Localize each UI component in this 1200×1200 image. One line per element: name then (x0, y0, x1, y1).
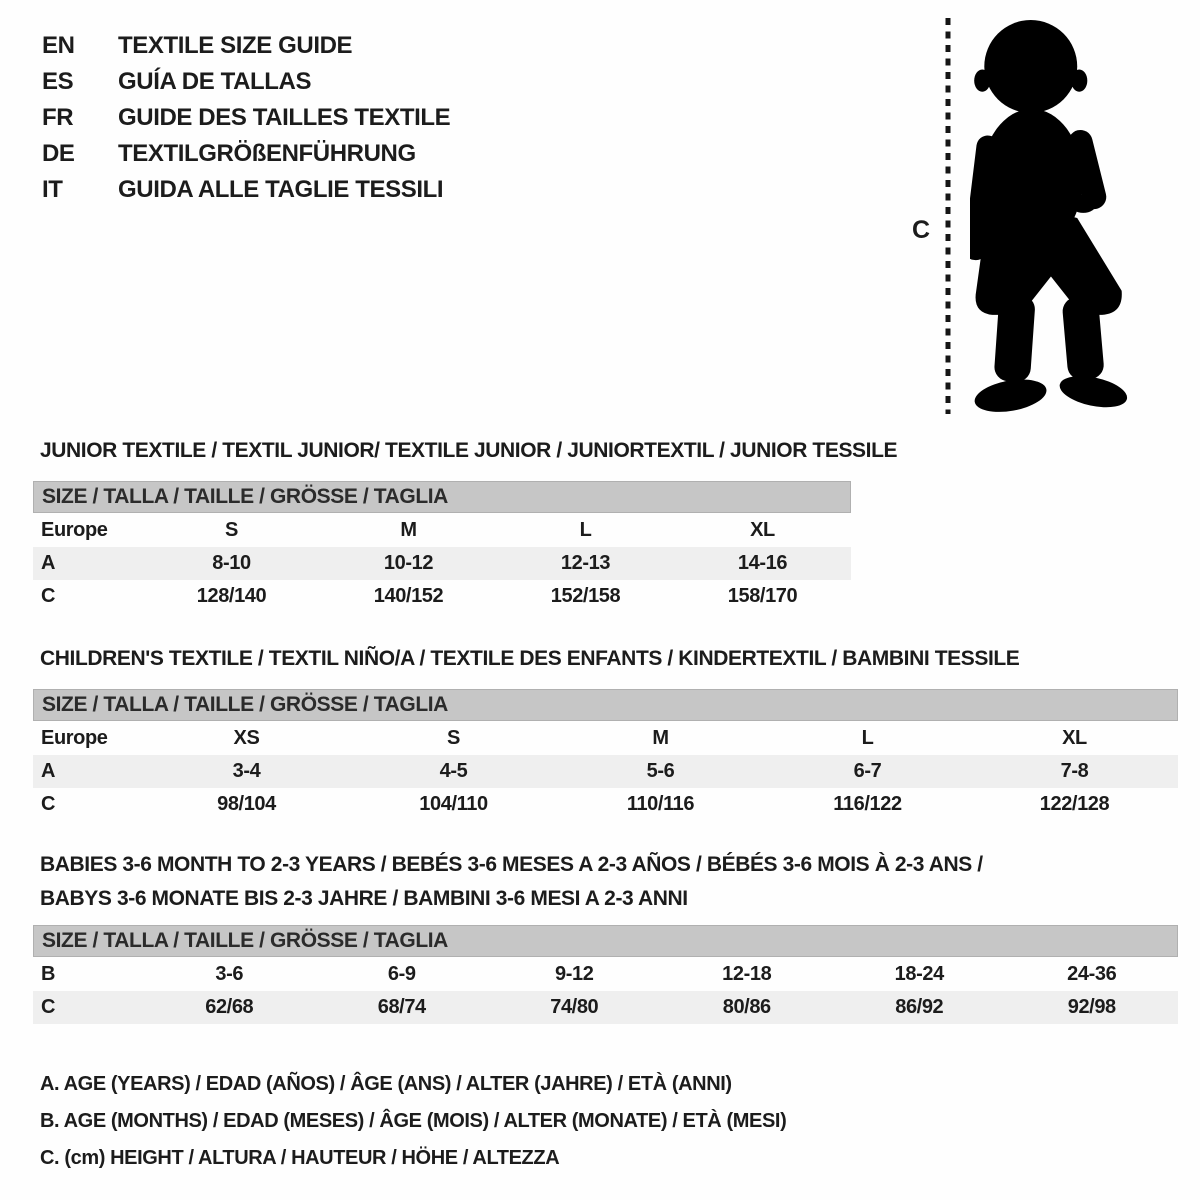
height-cell: 62/68 (143, 991, 316, 1024)
row-label: A (33, 755, 143, 788)
children-size-table (33, 722, 1178, 821)
section-title-babies-line1: BABIES 3-6 MONTH TO 2-3 YEARS / BEBÉS 3-6 MESES A 2-3 AÑOS / BÉBÉS 3-6 MOIS À 2-3 ANS / (40, 853, 983, 876)
size-cell: M (652, 727, 669, 749)
size-cell: L (579, 519, 592, 541)
language-row-es (42, 64, 450, 100)
language-row-it (42, 172, 450, 208)
guide-title-en: TEXTILE SIZE GUIDE (118, 32, 353, 59)
size-cell: M (400, 519, 417, 541)
age-cell: 12-13 (497, 547, 674, 580)
guide-title-it: GUIDA ALLE TAGLIE TESSILI (118, 176, 444, 203)
height-cell: 104/110 (419, 793, 488, 815)
guide-title-fr: GUIDE DES TAILLES TEXTILE (118, 104, 451, 131)
size-cell: XS (233, 727, 260, 749)
age-cell: 14-16 (674, 547, 851, 580)
age-cell: 4-5 (350, 755, 557, 788)
table-row-height (33, 991, 1178, 1024)
height-cell: 74/80 (488, 991, 661, 1024)
table-row-height (33, 580, 851, 613)
age-cell: 7-8 (971, 755, 1178, 788)
toddler-silhouette-icon (970, 16, 1142, 424)
age-cell: 6-7 (764, 755, 971, 788)
height-cell: 128/140 (196, 585, 267, 607)
size-cell: S (225, 519, 238, 541)
section-title-babies (40, 848, 983, 916)
guide-title-de: TEXTILGRÖßENFÜHRUNG (118, 140, 416, 167)
height-cell: 158/170 (727, 585, 798, 607)
size-header-bar-children: SIZE / TALLA / TAILLE / GRÖSSE / TAGLIA (33, 689, 1178, 721)
age-cell: 8-10 (143, 547, 320, 580)
height-cell: 68/74 (316, 991, 489, 1024)
height-cell: 110/116 (626, 793, 695, 815)
age-cell: 5-6 (557, 755, 764, 788)
months-cell: 9-12 (555, 963, 594, 985)
months-cell: 18-24 (894, 963, 944, 985)
language-row-fr (42, 100, 450, 136)
size-cell: L (861, 727, 874, 749)
size-cell: S (447, 727, 460, 749)
row-label: Europe (41, 519, 108, 541)
language-code: IT (42, 176, 63, 203)
size-cell: XL (750, 519, 775, 541)
section-title-children: CHILDREN'S TEXTILE / TEXTIL NIÑO/A / TEXTILE DES ENFANTS / KINDERTEXTIL / BAMBINI TESSILE (40, 647, 1020, 670)
language-row-en (42, 28, 450, 64)
section-title-junior: JUNIOR TEXTILE / TEXTIL JUNIOR/ TEXTILE JUNIOR / JUNIORTEXTIL / JUNIOR TESSILE (40, 439, 898, 462)
language-code: EN (42, 32, 75, 59)
legend-note-height: C. (cm) HEIGHT / ALTURA / HAUTEUR / HÖHE / ALTEZZA (40, 1147, 560, 1169)
months-cell: 3-6 (215, 963, 244, 985)
table-row-europe (33, 722, 1178, 755)
guide-title-es: GUÍA DE TALLAS (118, 68, 312, 95)
height-measure-dashed-line (942, 14, 954, 418)
height-measure-label: C (912, 216, 930, 244)
legend-note-age-months: B. AGE (MONTHS) / EDAD (MESES) / ÂGE (MOIS) / ALTER (MONATE) / ETÀ (MESI) (40, 1110, 787, 1132)
table-row-europe (33, 514, 851, 547)
height-cell: 116/122 (833, 793, 902, 815)
junior-size-table (33, 514, 851, 613)
row-label: C (33, 991, 143, 1024)
months-cell: 6-9 (387, 963, 416, 985)
height-cell: 98/104 (217, 793, 276, 815)
size-header-bar-babies: SIZE / TALLA / TAILLE / GRÖSSE / TAGLIA (33, 925, 1178, 957)
language-title-list (42, 28, 450, 208)
legend-note-age-years: A. AGE (YEARS) / EDAD (AÑOS) / ÂGE (ANS) / ALTER (JAHRE) / ETÀ (ANNI) (40, 1073, 732, 1095)
row-label: A (33, 547, 143, 580)
row-label: C (41, 793, 56, 815)
height-cell: 122/128 (1039, 793, 1110, 815)
row-label: C (41, 585, 56, 607)
language-row-de (42, 136, 450, 172)
height-cell: 92/98 (1006, 991, 1179, 1024)
table-row-height (33, 788, 1178, 821)
height-cell: 140/152 (373, 585, 444, 607)
table-row-months (33, 958, 1178, 991)
months-cell: 12-18 (722, 963, 772, 985)
size-cell: XL (1062, 727, 1087, 749)
months-cell: 24-36 (1067, 963, 1117, 985)
language-code: ES (42, 68, 74, 95)
height-cell: 86/92 (833, 991, 1006, 1024)
age-cell: 10-12 (320, 547, 497, 580)
babies-size-table (33, 958, 1178, 1024)
height-cell: 80/86 (661, 991, 834, 1024)
section-title-babies-line2: BABYS 3-6 MONATE BIS 2-3 JAHRE / BAMBINI 3-6 MESI A 2-3 ANNI (40, 887, 688, 910)
age-cell: 3-4 (143, 755, 350, 788)
legend-notes (40, 1066, 786, 1177)
table-row-age (33, 755, 1178, 788)
table-row-age (33, 547, 851, 580)
row-label: B (41, 963, 56, 985)
size-header-bar-junior: SIZE / TALLA / TAILLE / GRÖSSE / TAGLIA (33, 481, 851, 513)
row-label: Europe (41, 727, 108, 749)
language-code: DE (42, 140, 75, 167)
height-cell: 152/158 (550, 585, 621, 607)
language-code: FR (42, 104, 74, 131)
